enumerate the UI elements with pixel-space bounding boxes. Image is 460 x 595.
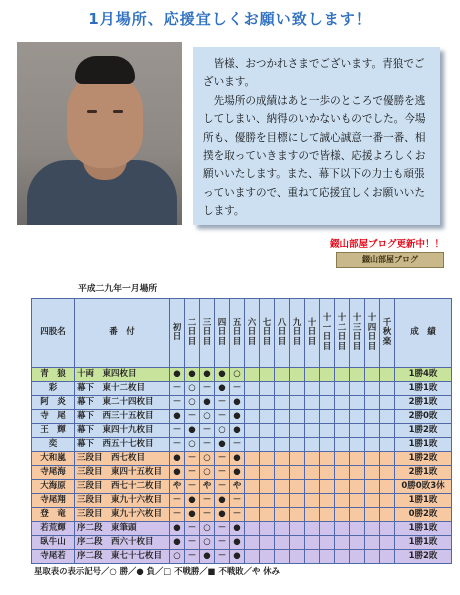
- day-result: [260, 550, 275, 564]
- day-result: [335, 410, 350, 424]
- day-result: [290, 550, 305, 564]
- day-result: [320, 368, 335, 382]
- day-result: [245, 396, 260, 410]
- day-result: [350, 396, 365, 410]
- day-result: [275, 550, 290, 564]
- day-result: ●: [200, 396, 215, 410]
- wrestler-name: 寺尾若: [32, 550, 75, 564]
- wrestler-rank: 序二段 東七十七枚目: [75, 550, 170, 564]
- day-result: －: [215, 410, 230, 424]
- day-result: －: [170, 438, 185, 452]
- day-result: ●: [185, 494, 200, 508]
- day-result: －: [185, 536, 200, 550]
- wrestler-record: 2勝0敗: [395, 410, 452, 424]
- day-result: ●: [230, 536, 245, 550]
- day-result: [350, 494, 365, 508]
- header-day: 八日目: [275, 299, 290, 368]
- day-result: [290, 410, 305, 424]
- day-result: [320, 536, 335, 550]
- day-result: [365, 508, 380, 522]
- day-result: ○: [215, 424, 230, 438]
- day-result: ○: [200, 536, 215, 550]
- day-result: －: [185, 466, 200, 480]
- day-result: [320, 424, 335, 438]
- blog-update-notice: 錣山部屋ブログ更新中！！: [329, 239, 444, 250]
- wrestler-rank: 三段目 西七十二枚目: [75, 480, 170, 494]
- day-result: [320, 410, 335, 424]
- day-result: ●: [185, 424, 200, 438]
- day-result: ●: [230, 522, 245, 536]
- page-title: 1月場所、応援宜しくお願い致します！: [88, 10, 372, 28]
- day-result: [350, 522, 365, 536]
- wrestler-name: 阿 炎: [32, 396, 75, 410]
- day-result: [365, 480, 380, 494]
- wrestler-rank: 三段目 東九十六枚目: [75, 494, 170, 508]
- day-result: [260, 452, 275, 466]
- day-result: [380, 452, 395, 466]
- day-result: [365, 438, 380, 452]
- day-result: －: [170, 508, 185, 522]
- day-result: [350, 424, 365, 438]
- day-result: －: [230, 494, 245, 508]
- day-result: ●: [170, 368, 185, 382]
- day-result: [290, 494, 305, 508]
- wrestler-name: 登 竜: [32, 508, 75, 522]
- wrestler-record: 2勝1敗: [395, 396, 452, 410]
- day-result: [335, 424, 350, 438]
- day-result: [350, 410, 365, 424]
- day-result: ○: [185, 382, 200, 396]
- header-name: 四股名: [32, 299, 75, 368]
- day-result: [305, 382, 320, 396]
- day-result: [305, 452, 320, 466]
- wrestler-name: 大和嵐: [32, 452, 75, 466]
- table-row: [32, 536, 452, 550]
- day-result: [350, 382, 365, 396]
- day-result: －: [215, 536, 230, 550]
- day-result: [365, 368, 380, 382]
- day-result: や: [170, 480, 185, 494]
- wrestler-record: 1勝2敗: [395, 424, 452, 438]
- header-day: 十三日目: [350, 299, 365, 368]
- day-result: [275, 466, 290, 480]
- day-result: [380, 382, 395, 396]
- day-result: －: [215, 466, 230, 480]
- day-result: [320, 452, 335, 466]
- day-result: [335, 382, 350, 396]
- day-result: [260, 424, 275, 438]
- day-result: [305, 522, 320, 536]
- day-result: [290, 452, 305, 466]
- results-table: [31, 298, 452, 564]
- day-result: ●: [200, 550, 215, 564]
- day-result: ●: [200, 368, 215, 382]
- day-result: [305, 466, 320, 480]
- wrestler-name: 寺尾海: [32, 466, 75, 480]
- day-result: ●: [170, 536, 185, 550]
- table-row: [32, 438, 452, 452]
- day-result: [380, 396, 395, 410]
- day-result: [290, 382, 305, 396]
- day-result: [335, 368, 350, 382]
- day-result: [275, 368, 290, 382]
- wrestler-record: 1勝2敗: [395, 452, 452, 466]
- day-result: [365, 424, 380, 438]
- day-result: ●: [230, 466, 245, 480]
- wrestler-photo: [17, 42, 182, 225]
- wrestler-rank: 幕下 西五十七枚目: [75, 438, 170, 452]
- day-result: [320, 466, 335, 480]
- table-row: [32, 368, 452, 382]
- day-result: [305, 508, 320, 522]
- wrestler-name: 青 狼: [32, 368, 75, 382]
- day-result: [320, 438, 335, 452]
- wrestler-name: 奕: [32, 438, 75, 452]
- day-result: [335, 522, 350, 536]
- day-result: ●: [230, 424, 245, 438]
- greeting-paragraph-2: 先場所の成績はあと一歩のところで優勝を逃してしまい、納得のいかないものでした。今場所も、優勝を目標にして誠心誠意一番一番、相撲を取っていきますので皆様、応援よろしくお願いいたします。また、幕下以下の力士も頑張っていますので、重ねて応援宜しくお願いいたします。: [203, 94, 426, 218]
- day-result: [365, 410, 380, 424]
- day-result: [260, 508, 275, 522]
- day-result: [350, 452, 365, 466]
- day-result: ○: [200, 522, 215, 536]
- header-day: 十一日目: [320, 299, 335, 368]
- day-result: [380, 368, 395, 382]
- day-result: [290, 480, 305, 494]
- day-result: [260, 522, 275, 536]
- header-day: 七日目: [260, 299, 275, 368]
- day-result: [245, 522, 260, 536]
- day-result: －: [200, 382, 215, 396]
- day-result: [305, 480, 320, 494]
- day-result: [350, 438, 365, 452]
- day-result: [320, 382, 335, 396]
- wrestler-record: 1勝1敗: [395, 494, 452, 508]
- day-result: [320, 494, 335, 508]
- day-result: ○: [185, 438, 200, 452]
- table-row: [32, 494, 452, 508]
- day-result: [245, 438, 260, 452]
- header-day: 三日目: [200, 299, 215, 368]
- day-result: [365, 494, 380, 508]
- day-result: [365, 382, 380, 396]
- day-result: [320, 522, 335, 536]
- day-result: －: [170, 382, 185, 396]
- day-result: ●: [185, 368, 200, 382]
- day-result: －: [200, 424, 215, 438]
- table-row: [32, 396, 452, 410]
- day-result: [245, 508, 260, 522]
- day-result: [290, 438, 305, 452]
- wrestler-record: 1勝1敗: [395, 382, 452, 396]
- day-result: [275, 382, 290, 396]
- day-result: [290, 536, 305, 550]
- day-result: [350, 508, 365, 522]
- day-result: －: [215, 452, 230, 466]
- wrestler-rank: 幕下 東十二枚目: [75, 382, 170, 396]
- day-result: [350, 536, 365, 550]
- day-result: [260, 438, 275, 452]
- day-result: [380, 438, 395, 452]
- day-result: ●: [215, 438, 230, 452]
- wrestler-record: 1勝4敗: [395, 368, 452, 382]
- wrestler-rank: 幕下 西三十五枚目: [75, 410, 170, 424]
- day-result: [380, 550, 395, 564]
- day-result: [335, 396, 350, 410]
- day-result: ●: [170, 452, 185, 466]
- day-result: や: [230, 480, 245, 494]
- wrestler-name: 王 輝: [32, 424, 75, 438]
- day-result: [275, 508, 290, 522]
- day-result: －: [230, 382, 245, 396]
- day-result: －: [200, 438, 215, 452]
- day-result: －: [230, 508, 245, 522]
- table-row: [32, 382, 452, 396]
- day-result: [245, 466, 260, 480]
- header-day: 二日目: [185, 299, 200, 368]
- wrestler-record: 0勝2敗: [395, 508, 452, 522]
- day-result: [275, 396, 290, 410]
- day-result: や: [200, 480, 215, 494]
- tournament-label: 平成二九年一月場所: [78, 284, 158, 294]
- day-result: [380, 494, 395, 508]
- day-result: [245, 480, 260, 494]
- header-day: 初日: [170, 299, 185, 368]
- day-result: ●: [230, 452, 245, 466]
- greeting-paragraph-1: 皆様、おつかれさまでございます。青狼でございます。: [203, 58, 425, 89]
- day-result: －: [185, 550, 200, 564]
- day-result: [365, 466, 380, 480]
- table-row: [32, 550, 452, 564]
- day-result: －: [215, 522, 230, 536]
- day-result: [380, 480, 395, 494]
- day-result: [365, 452, 380, 466]
- day-result: [275, 438, 290, 452]
- day-result: [335, 508, 350, 522]
- day-result: [320, 508, 335, 522]
- day-result: －: [185, 452, 200, 466]
- wrestler-name: 彩: [32, 382, 75, 396]
- day-result: [320, 480, 335, 494]
- wrestler-rank: 序二段 東筆頭: [75, 522, 170, 536]
- header-day: 十二日目: [335, 299, 350, 368]
- day-result: [245, 424, 260, 438]
- table-row: [32, 522, 452, 536]
- wrestler-record: 1勝1敗: [395, 522, 452, 536]
- blog-link-button[interactable]: 錣山部屋ブログ: [336, 252, 444, 268]
- day-result: [365, 550, 380, 564]
- day-result: [260, 536, 275, 550]
- day-result: [290, 522, 305, 536]
- wrestler-rank: 三段目 東九十六枚目: [75, 508, 170, 522]
- day-result: [335, 494, 350, 508]
- day-result: [320, 550, 335, 564]
- day-result: [260, 466, 275, 480]
- day-result: －: [185, 480, 200, 494]
- day-result: [350, 550, 365, 564]
- day-result: [335, 452, 350, 466]
- day-result: [260, 368, 275, 382]
- table-row: [32, 424, 452, 438]
- day-result: [275, 424, 290, 438]
- header-day: 十四日目: [365, 299, 380, 368]
- day-result: ●: [170, 410, 185, 424]
- table-row: [32, 452, 452, 466]
- day-result: －: [170, 494, 185, 508]
- day-result: ●: [230, 550, 245, 564]
- day-result: [305, 410, 320, 424]
- day-result: [290, 396, 305, 410]
- wrestler-name: 臥牛山: [32, 536, 75, 550]
- table-row: [32, 480, 452, 494]
- day-result: [245, 494, 260, 508]
- day-result: ○: [200, 466, 215, 480]
- wrestler-rank: 幕下 東二十四枚目: [75, 396, 170, 410]
- day-result: [245, 368, 260, 382]
- day-result: [275, 480, 290, 494]
- wrestler-rank: 十両 東四枚目: [75, 368, 170, 382]
- day-result: [335, 480, 350, 494]
- day-result: [275, 452, 290, 466]
- day-result: [380, 466, 395, 480]
- wrestler-name: 若荒輝: [32, 522, 75, 536]
- day-result: [335, 536, 350, 550]
- day-result: [365, 396, 380, 410]
- day-result: [305, 424, 320, 438]
- header-day: 九日目: [290, 299, 305, 368]
- day-result: －: [215, 396, 230, 410]
- day-result: ●: [230, 410, 245, 424]
- day-result: [275, 522, 290, 536]
- wrestler-rank: 三段目 東四十五枚目: [75, 466, 170, 480]
- header-day: 千秋楽: [380, 299, 395, 368]
- wrestler-name: 寺尾翔: [32, 494, 75, 508]
- day-result: [365, 522, 380, 536]
- wrestler-record: 2勝1敗: [395, 466, 452, 480]
- day-result: [275, 536, 290, 550]
- header-day: 五日目: [230, 299, 245, 368]
- day-result: [305, 536, 320, 550]
- day-result: ●: [215, 494, 230, 508]
- wrestler-rank: 序二段 西六十枚目: [75, 536, 170, 550]
- day-result: [290, 508, 305, 522]
- day-result: [245, 452, 260, 466]
- day-result: －: [230, 438, 245, 452]
- day-result: [290, 466, 305, 480]
- day-result: [260, 410, 275, 424]
- day-result: [260, 382, 275, 396]
- wrestler-name: 大海原: [32, 480, 75, 494]
- table-row: [32, 508, 452, 522]
- day-result: －: [200, 494, 215, 508]
- day-result: ○: [170, 550, 185, 564]
- table-header-row: [32, 299, 452, 368]
- wrestler-record: 1勝2敗: [395, 550, 452, 564]
- day-result: ●: [170, 466, 185, 480]
- wrestler-name: 寺 尾: [32, 410, 75, 424]
- table-row: [32, 410, 452, 424]
- day-result: [350, 480, 365, 494]
- day-result: [335, 550, 350, 564]
- header-rank: 番 付: [75, 299, 170, 368]
- day-result: [305, 494, 320, 508]
- day-result: [305, 438, 320, 452]
- day-result: [335, 438, 350, 452]
- table-row: [32, 466, 452, 480]
- wrestler-rank: 幕下 東四十九枚目: [75, 424, 170, 438]
- day-result: [380, 522, 395, 536]
- day-result: [275, 410, 290, 424]
- day-result: ●: [215, 368, 230, 382]
- day-result: ○: [200, 452, 215, 466]
- wrestler-record: 1勝1敗: [395, 438, 452, 452]
- day-result: [365, 536, 380, 550]
- day-result: [260, 396, 275, 410]
- day-result: ●: [170, 522, 185, 536]
- day-result: [380, 536, 395, 550]
- day-result: [260, 494, 275, 508]
- day-result: －: [185, 522, 200, 536]
- header-day: 六日目: [245, 299, 260, 368]
- day-result: ○: [185, 396, 200, 410]
- wrestler-record: 0勝0敗3休: [395, 480, 452, 494]
- day-result: －: [200, 508, 215, 522]
- day-result: －: [185, 410, 200, 424]
- day-result: ●: [215, 508, 230, 522]
- day-result: [245, 410, 260, 424]
- day-result: [305, 550, 320, 564]
- day-result: [305, 368, 320, 382]
- day-result: ○: [200, 410, 215, 424]
- wrestler-record: 1勝1敗: [395, 536, 452, 550]
- day-result: [335, 466, 350, 480]
- day-result: ●: [185, 508, 200, 522]
- day-result: ○: [230, 368, 245, 382]
- day-result: －: [215, 550, 230, 564]
- header-record: 成 績: [395, 299, 452, 368]
- day-result: [320, 396, 335, 410]
- header-day: 四日目: [215, 299, 230, 368]
- day-result: [245, 382, 260, 396]
- day-result: [380, 410, 395, 424]
- day-result: [305, 396, 320, 410]
- day-result: [350, 466, 365, 480]
- day-result: －: [215, 480, 230, 494]
- wrestler-rank: 三段目 西七枚目: [75, 452, 170, 466]
- day-result: [290, 424, 305, 438]
- day-result: [245, 536, 260, 550]
- day-result: －: [170, 424, 185, 438]
- day-result: [380, 424, 395, 438]
- day-result: [275, 494, 290, 508]
- greeting-message: [193, 47, 440, 225]
- day-result: [350, 368, 365, 382]
- day-result: ●: [215, 382, 230, 396]
- day-result: [290, 368, 305, 382]
- day-result: －: [170, 396, 185, 410]
- day-result: ●: [230, 396, 245, 410]
- day-result: [245, 550, 260, 564]
- legend: 星取表の表示記号／○ 勝／● 負／□ 不戦勝／■ 不戦敗／や 休み: [34, 566, 281, 576]
- header-day: 十日目: [305, 299, 320, 368]
- day-result: [260, 480, 275, 494]
- day-result: [380, 508, 395, 522]
